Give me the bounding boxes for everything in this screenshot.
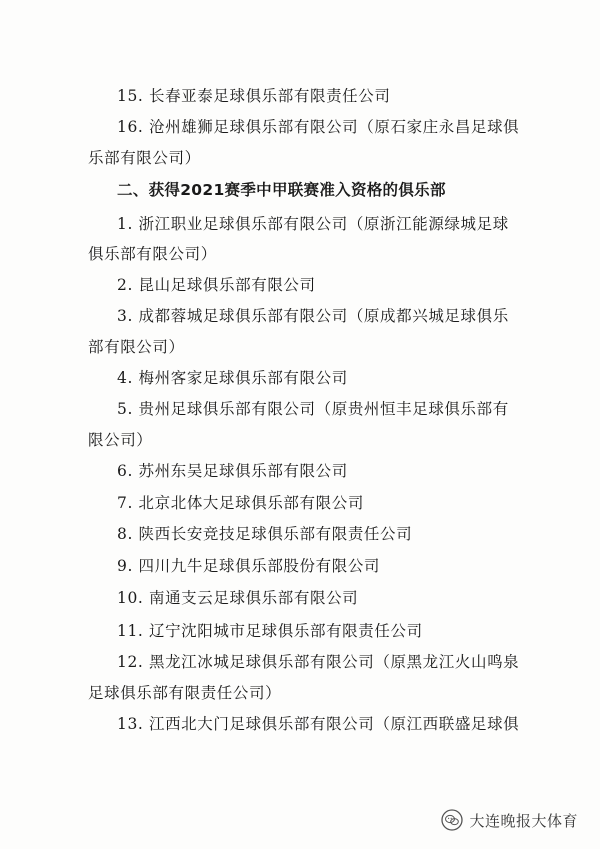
list-item-16-cont: 乐部有限公司） xyxy=(88,149,201,167)
list-item-11: 11. 辽宁沈阳城市足球俱乐部有限责任公司 xyxy=(117,622,423,640)
list-item-4: 4. 梅州客家足球俱乐部有限公司 xyxy=(117,369,348,387)
watermark-text: 大连晚报大体育 xyxy=(469,811,578,830)
list-item-16: 16. 沧州雄狮足球俱乐部有限公司（原石家庄永昌足球俱 xyxy=(117,118,520,136)
section-heading: 二、获得2021赛季中甲联赛准入资格的俱乐部 xyxy=(117,181,446,199)
list-item-3: 3. 成都蓉城足球俱乐部有限公司（原成都兴城足球俱乐 xyxy=(117,307,509,325)
list-item-10: 10. 南通支云足球俱乐部有限公司 xyxy=(117,589,359,607)
list-item-1: 1. 浙江职业足球俱乐部有限公司（原浙江能源绿城足球 xyxy=(117,215,509,233)
list-item-5-cont: 限公司） xyxy=(88,431,153,449)
wechat-icon xyxy=(441,809,463,831)
watermark xyxy=(441,807,578,833)
list-item-7: 7. 北京北体大足球俱乐部有限公司 xyxy=(117,494,364,512)
list-item-3-cont: 部有限公司） xyxy=(88,338,185,356)
list-item-8: 8. 陕西长安竞技足球俱乐部有限责任公司 xyxy=(117,525,413,543)
list-item-13: 13. 江西北大门足球俱乐部有限公司（原江西联盛足球俱 xyxy=(117,715,520,733)
list-item-12: 12. 黑龙江冰城足球俱乐部有限公司（原黑龙江火山鸣泉 xyxy=(117,653,520,671)
list-item-2: 2. 昆山足球俱乐部有限公司 xyxy=(117,276,316,294)
list-item-9: 9. 四川九牛足球俱乐部股份有限公司 xyxy=(117,557,381,575)
list-item-15: 15. 长春亚泰足球俱乐部有限责任公司 xyxy=(117,87,391,105)
list-item-1-cont: 俱乐部有限公司） xyxy=(88,245,217,263)
list-item-6: 6. 苏州东吴足球俱乐部有限公司 xyxy=(117,462,348,480)
list-item-5: 5. 贵州足球俱乐部有限公司（原贵州恒丰足球俱乐部有 xyxy=(117,400,509,418)
list-item-12-cont: 足球俱乐部有限责任公司） xyxy=(88,684,282,702)
